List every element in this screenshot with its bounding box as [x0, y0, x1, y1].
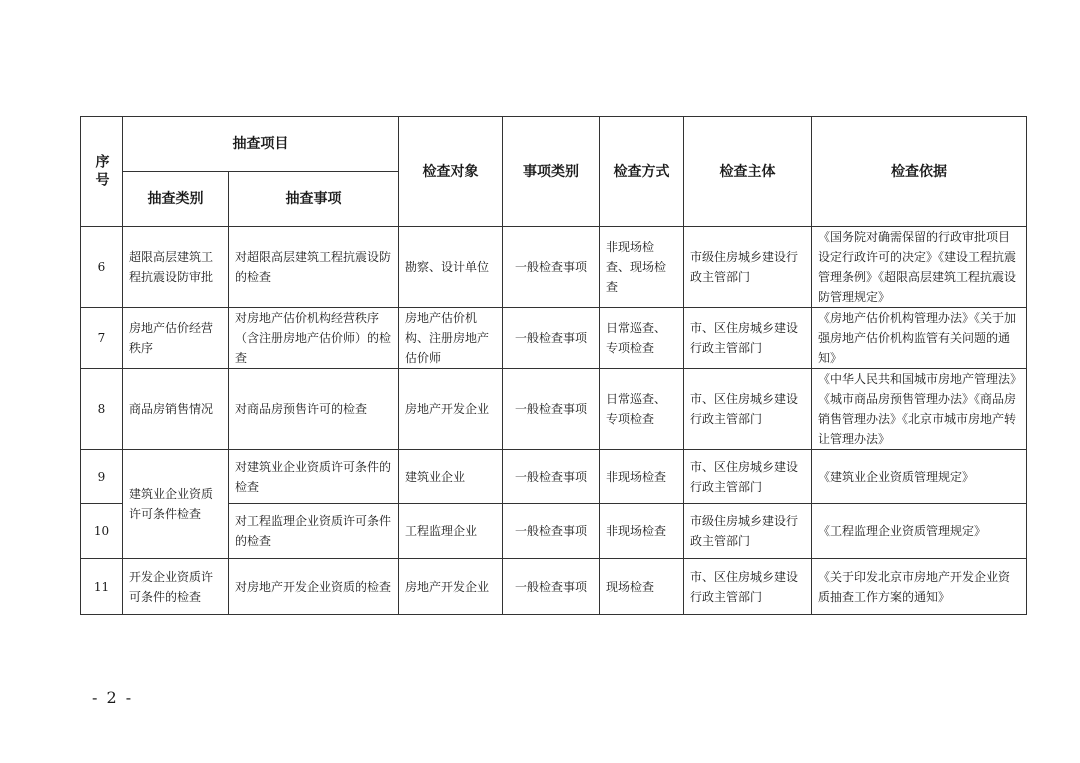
header-project-group: 抽查项目	[123, 117, 399, 172]
row-category: 开发企业资质许可条件的检查	[123, 559, 229, 615]
header-index: 序号	[81, 117, 123, 227]
table-row	[81, 308, 1027, 369]
row-subject: 市级住房城乡建设行政主管部门	[684, 504, 812, 559]
row-target: 勘察、设计单位	[399, 227, 503, 308]
row-type: 一般检查事项	[503, 369, 600, 450]
row-target: 房地产开发企业	[399, 559, 503, 615]
row-index: 9	[81, 450, 123, 504]
header-type: 事项类别	[503, 117, 600, 227]
row-basis: 《工程监理企业资质管理规定》	[812, 504, 1027, 559]
row-basis: 《国务院对确需保留的行政审批项目设定行政许可的决定》《建设工程抗震管理条例》《超限高层建筑工程抗震设防管理规定》	[812, 227, 1027, 308]
row-category: 建筑业企业资质许可条件检查	[123, 450, 229, 559]
table-row	[81, 450, 1027, 504]
header-target: 检查对象	[399, 117, 503, 227]
row-subject: 市、区住房城乡建设行政主管部门	[684, 369, 812, 450]
row-category: 房地产估价经营秩序	[123, 308, 229, 369]
row-method: 日常巡查、专项检查	[600, 369, 684, 450]
row-type: 一般检查事项	[503, 227, 600, 308]
row-subject: 市、区住房城乡建设行政主管部门	[684, 559, 812, 615]
row-basis: 《关于印发北京市房地产开发企业资质抽查工作方案的通知》	[812, 559, 1027, 615]
header-subject: 检查主体	[684, 117, 812, 227]
row-category: 商品房销售情况	[123, 369, 229, 450]
row-basis: 《房地产估价机构管理办法》《关于加强房地产估价机构监管有关问题的通知》	[812, 308, 1027, 369]
row-item: 对商品房预售许可的检查	[229, 369, 399, 450]
row-subject: 市、区住房城乡建设行政主管部门	[684, 308, 812, 369]
inspection-table	[80, 116, 1027, 615]
row-target: 工程监理企业	[399, 504, 503, 559]
row-subject: 市、区住房城乡建设行政主管部门	[684, 450, 812, 504]
header-item: 抽查事项	[229, 172, 399, 227]
row-basis: 《中华人民共和国城市房地产管理法》《城市商品房预售管理办法》《商品房销售管理办法》《北京市城市房地产转让管理办法》	[812, 369, 1027, 450]
row-type: 一般检查事项	[503, 559, 600, 615]
row-item: 对工程监理企业资质许可条件的检查	[229, 504, 399, 559]
row-target: 建筑业企业	[399, 450, 503, 504]
row-index: 10	[81, 504, 123, 559]
row-type: 一般检查事项	[503, 504, 600, 559]
row-index: 8	[81, 369, 123, 450]
row-item: 对超限高层建筑工程抗震设防的检查	[229, 227, 399, 308]
row-type: 一般检查事项	[503, 308, 600, 369]
header-method: 检查方式	[600, 117, 684, 227]
row-item: 对建筑业企业资质许可条件的检查	[229, 450, 399, 504]
row-target: 房地产开发企业	[399, 369, 503, 450]
row-index: 6	[81, 227, 123, 308]
header-category: 抽查类别	[123, 172, 229, 227]
table-row	[81, 227, 1027, 308]
row-index: 7	[81, 308, 123, 369]
row-method: 现场检查	[600, 559, 684, 615]
row-target: 房地产估价机构、注册房地产估价师	[399, 308, 503, 369]
row-subject: 市级住房城乡建设行政主管部门	[684, 227, 812, 308]
row-method: 日常巡查、专项检查	[600, 308, 684, 369]
row-method: 非现场检查	[600, 450, 684, 504]
row-index: 11	[81, 559, 123, 615]
table-row	[81, 369, 1027, 450]
row-item: 对房地产估价机构经营秩序（含注册房地产估价师）的检查	[229, 308, 399, 369]
row-basis: 《建筑业企业资质管理规定》	[812, 450, 1027, 504]
row-item: 对房地产开发企业资质的检查	[229, 559, 399, 615]
row-category: 超限高层建筑工程抗震设防审批	[123, 227, 229, 308]
row-type: 一般检查事项	[503, 450, 600, 504]
row-method: 非现场检查、现场检查	[600, 227, 684, 308]
table-row	[81, 559, 1027, 615]
page-number: - 2 -	[92, 688, 134, 707]
row-method: 非现场检查	[600, 504, 684, 559]
header-basis: 检查依据	[812, 117, 1027, 227]
